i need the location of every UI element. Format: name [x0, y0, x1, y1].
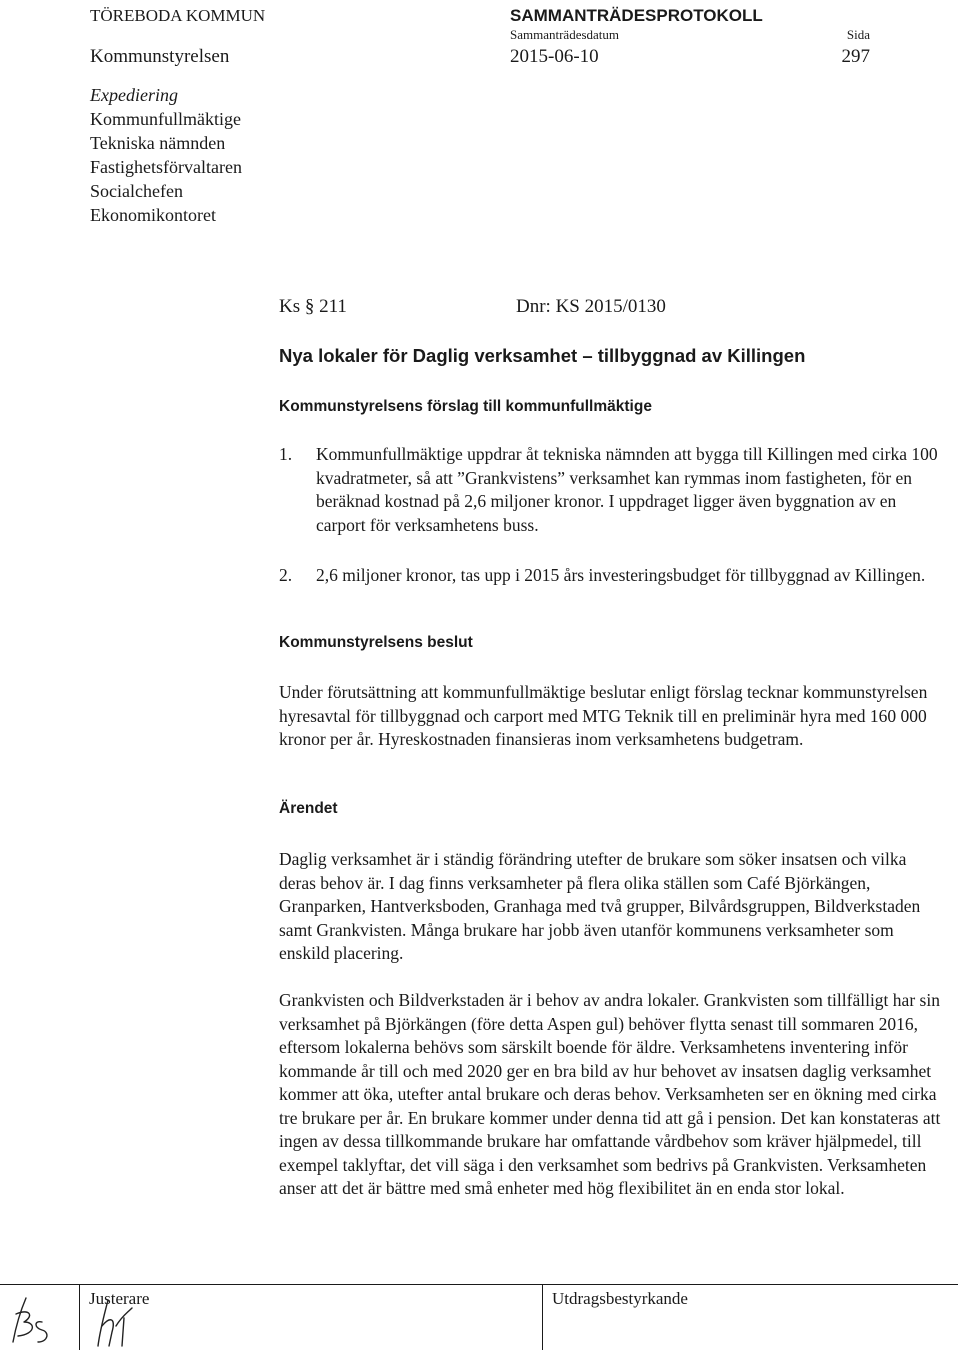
diary-number: Dnr: KS 2015/0130: [516, 296, 666, 317]
organization-name: TÖREBODA KOMMUN: [90, 6, 266, 25]
proposal-item: [279, 443, 944, 537]
recipient: Ekonomikontoret: [90, 205, 216, 225]
recipient: Tekniska nämnden: [90, 133, 226, 153]
justerare-label: Justerare: [89, 1289, 150, 1308]
expediering-title: Expediering: [90, 85, 178, 105]
proposal-item-number: 1.: [279, 444, 293, 464]
protocol-title: SAMMANTRÄDESPROTOKOLL: [510, 6, 763, 25]
utdrag-label: Utdragsbestyrkande: [552, 1289, 688, 1308]
meeting-date-label: Sammanträdesdatum: [510, 27, 620, 42]
page-number: 297: [841, 46, 870, 67]
proposal-item-text: Kommunfullmäktige uppdrar åt tekniska nämnden att bygga till Killingen med cirka 100 kvadratmeter, så att ”Grankvistens” verksamhet kan rymmas inom fastigheten, för en beräknad kostnad på 2,6 miljoner kronor. I uppdraget ligger även byggnation av en carport för verksamhetens buss.: [316, 444, 938, 535]
meeting-date: 2015-06-10: [510, 46, 599, 67]
proposal-item-text: 2,6 miljoner kronor, tas upp i 2015 års investeringsbudget för tillbyggnad av Killingen.: [316, 565, 926, 585]
matter-paragraph: Daglig verksamhet är i ständig förändring utefter de brukare som söker insatsen och vilka deras behov är. I dag finns verksamheter på flera olika ställen som Café Björkängen, Granparken, Hantverksboden, Granhaga med två grupper, Bilvårdsgruppen, Bildverkstaden samt Grankvisten. Många brukare har jobb även utanför kommunens verksamheter som enskild placering.: [279, 849, 921, 963]
footer-divider: [542, 1284, 543, 1350]
matter-paragraph: Grankvisten och Bildverkstaden är i behov av andra lokaler. Grankvisten som tillfälligt har sin verksamhet på Björkängen (före detta Aspen gul) behöver flytta senast till sommaren 2016, eftersom lokalerna behövs som särskilt boende för äldre. Verksamhetens inventering inför kommande år till och med 2020 ger en bra bild av hur behovet av insatsen daglig verksamhet kommer att öka, utefter antal brukare och deras behov. Verksamheten ser en ökning med cirka tre brukare per år. En brukare kommer under denna tid att gå i pension. Det kan konstateras att ingen av dessa tillkommande brukare har omfattande vårdbehov som kräver hjälpmedel, till exempel taklyftar, det vill säga i den verksamhet som bedrivs på Grankvisten. Verksamheten anser att det är bättre med små enheter med hög flexibilitet än en enda stor lokal.: [279, 990, 941, 1198]
proposal-item: [279, 564, 944, 588]
expediering-block: [90, 83, 242, 227]
recipient: Kommunfullmäktige: [90, 109, 241, 129]
proposal-heading: Kommunstyrelsens förslag till kommunfullmäktige: [279, 398, 652, 415]
board-name: Kommunstyrelsen: [90, 46, 230, 67]
page-label: Sida: [846, 27, 870, 42]
decision-heading: Kommunstyrelsens beslut: [279, 634, 473, 651]
case-title: Nya lokaler för Daglig verksamhet – tillbyggnad av Killingen: [279, 345, 806, 366]
matter-heading: Ärendet: [279, 800, 338, 817]
decision-text: Under förutsättning att kommunfullmäktige beslutar enligt förslag tecknar kommunstyrelsen hyresavtal för tillbyggnad och carport med MTG Teknik till en preliminär hyra med 160 000 kronor per år. Hyreskostnaden finansieras inom verksamhetens budgetram.: [279, 682, 928, 749]
recipient: Fastighetsförvaltaren: [90, 157, 242, 177]
recipient: Socialchefen: [90, 181, 183, 201]
footer-rule: [0, 1284, 958, 1285]
proposal-item-number: 2.: [279, 565, 293, 585]
paragraph-number: Ks § 211: [279, 296, 347, 317]
handwritten-initials-signature: [4, 1286, 144, 1350]
